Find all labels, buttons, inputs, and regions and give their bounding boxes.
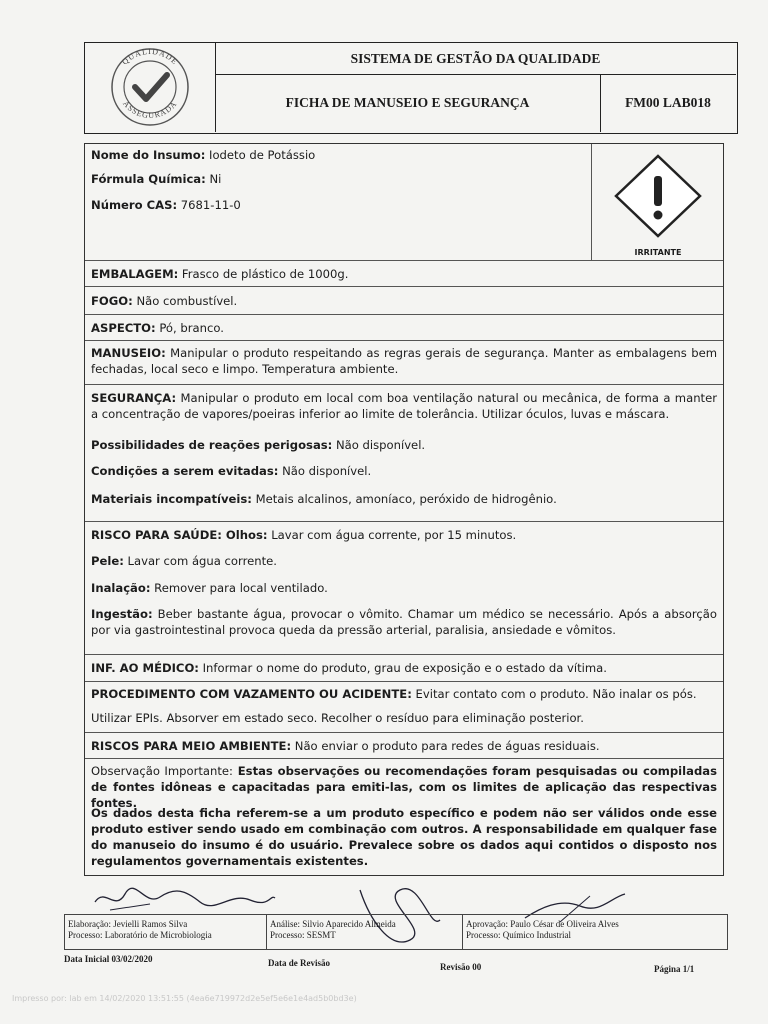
safety-sheet-table: [84, 143, 724, 876]
safety-row: SEGURANÇA: Manipular o produto em local com boa ventilação natural ou mecânica, de forma a manter a concentração de vapores/poeiras inferior ao limite de tolerância. Utilizar óculos, luvas e máscara. Possibilidades de reações perigosas: Não disponível. Condições a serem evitadas: Não disponível. Materiais incompatíveis: Metais alcalinos, amoníaco, peróxido de hidrogênio.: [91, 391, 717, 506]
product-identification-row: [85, 144, 723, 261]
disclaimer: Os dados desta ficha referem-se a um produto específico e podem não ser válidos onde esse produto estiver sendo usado em combinação com outros. A responsabilidade em qualquer fase do manuseio do insumo é do usuário. Prevalece sobre os dados aqui contidos o disposto nos regulamentos governamentais existentes.: [91, 806, 717, 868]
document-title: FICHA DE MANUSEIO E SEGURANÇA: [215, 74, 601, 132]
spill-procedure-row: PROCEDIMENTO COM VAZAMENTO OU ACIDENTE: Evitar contato com o produto. Não inalar os pós. Utilizar EPIs. Absorver em estado seco. Recolher o resíduo para eliminação posterior.: [85, 682, 723, 733]
analise-cell: Análise: Silvio Aparecido Almeida Processo: SESMT: [267, 915, 463, 949]
medical-info-row: INF. AO MÉDICO: Informar o nome do produto, grau de exposição e o estado da vítima.: [85, 655, 723, 682]
svg-text:ASSEGURADA: ASSEGURADA: [121, 99, 179, 121]
hazard-label: IRRITANTE: [634, 248, 682, 257]
revision-date: Data de Revisão: [268, 958, 330, 968]
fire-row: FOGO: Não combustível.: [85, 287, 723, 315]
revision-number: Revisão 00: [440, 962, 482, 972]
print-stamp: Impresso por: lab em 14/02/2020 13:51:55 (4ea6e719972d2e5ef5e6e1e4ad5b0bd3e): [12, 994, 357, 1003]
document-code: FM00 LAB018: [625, 95, 711, 110]
document-header: [84, 42, 738, 134]
approval-signatures: [64, 914, 728, 950]
exclamation-diamond-icon: [592, 144, 724, 248]
page-number: Página 1/1: [654, 964, 695, 974]
elaboracao-cell: Elaboração: Jevielli Ramos Silva Processo: Laboratório de Microbiologia: [65, 915, 267, 949]
ppe-instruction: Utilizar EPIs. Absorver em estado seco. Recolher o resíduo para eliminação posterior.: [91, 711, 584, 725]
initial-date: Data Inicial 03/02/2020: [64, 954, 153, 964]
hazard-pictogram-cell: [591, 144, 724, 261]
observations-row: [85, 759, 723, 875]
product-name-line: Nome do Insumo: Iodeto de Potássio: [91, 148, 316, 162]
health-risk-row: RISCO PARA SAÚDE: Olhos: Lavar com água corrente, por 15 minutos. Pele: Lavar com água corrente. Inalação: Remover para local ventilado. Ingestão: Beber bastante água, provocar o vômito. Chamar um médico se necessário. Após a absorção por via gastrointestinal provoca queda da pressão arterial, paralisia, ansiedade e vômitos.: [91, 528, 717, 637]
svg-text:QUALIDADE: QUALIDADE: [120, 46, 180, 67]
environment-risk-row: RISCOS PARA MEIO AMBIENTE: Não enviar o produto para redes de águas residuais.: [85, 733, 723, 759]
handling-row: MANUSEIO: Manipular o produto respeitando as regras gerais de segurança. Manter as embalagens bem fechadas, local seco e limpo. Temperatura ambiente.: [85, 341, 723, 385]
packaging-row: EMBALAGEM: Frasco de plástico de 1000g.: [85, 261, 723, 287]
signature-elaboracao: [90, 882, 280, 916]
aprovacao-cell: Aprovação: Paulo César de Oliveira Alves Processo: Químico Industrial: [466, 919, 619, 940]
quality-seal-logo: [85, 43, 216, 132]
important-observation: Observação Importante: Estas observações ou recomendações foram pesquisadas ou compiladas de fontes idôneas e capacitadas para emiti-las, com os limites de aplicação das respectivas fontes.: [91, 764, 717, 810]
appearance-row: ASPECTO: Pó, branco.: [85, 315, 723, 341]
system-title: SISTEMA DE GESTÃO DA QUALIDADE: [215, 43, 736, 75]
cas-number-line: Número CAS: 7681-11-0: [91, 198, 241, 212]
chemical-formula-line: Fórmula Química: Ni: [91, 172, 222, 186]
